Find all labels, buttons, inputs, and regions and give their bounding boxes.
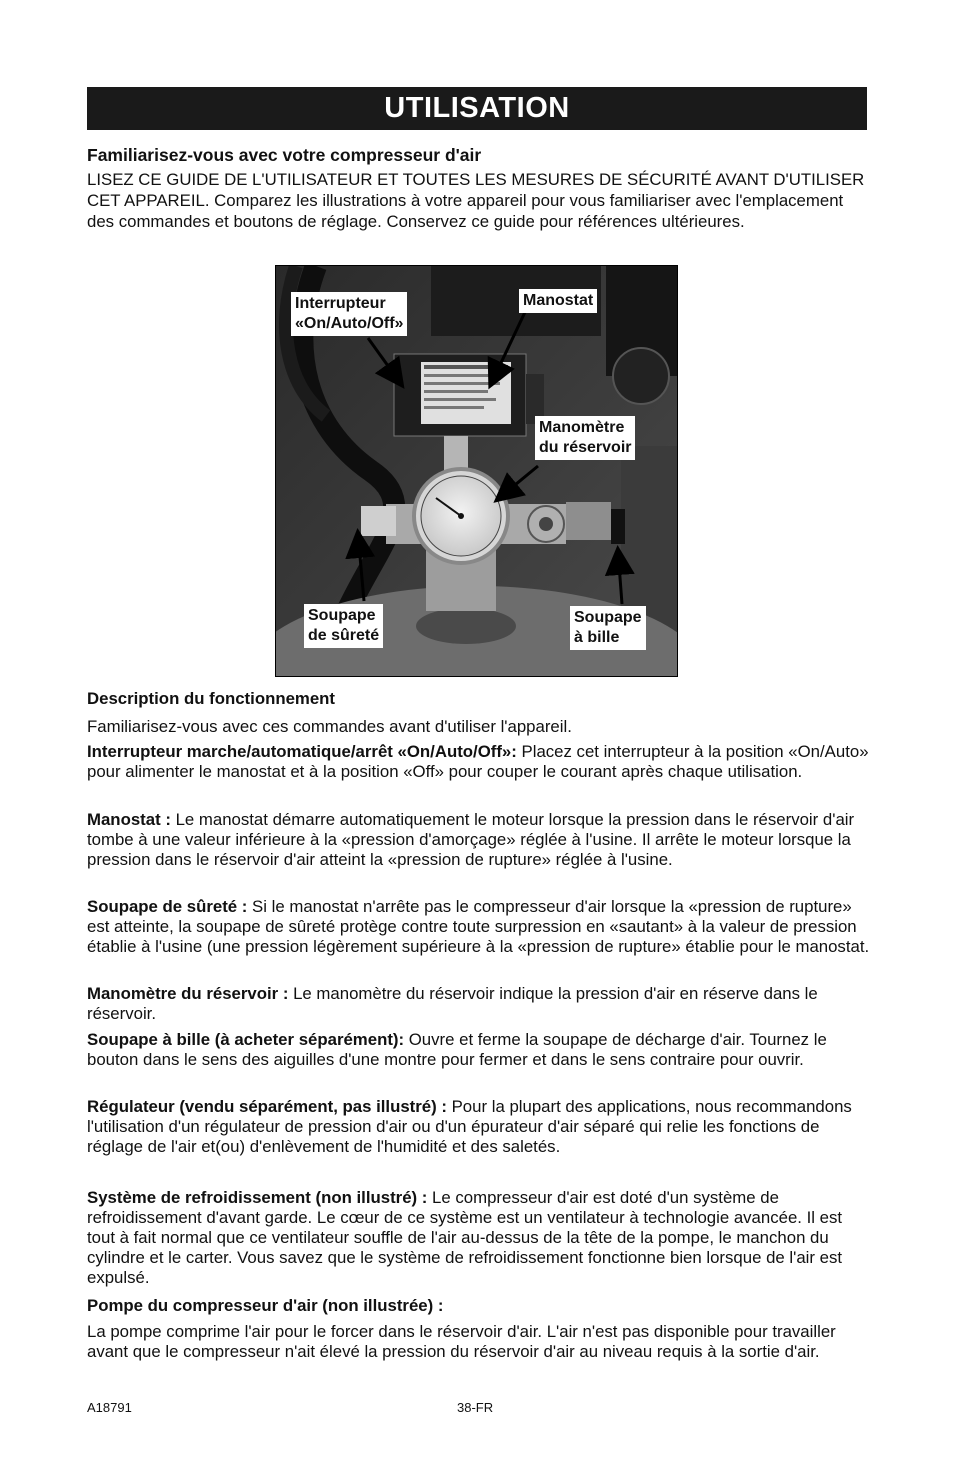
compressor-photo (275, 265, 678, 677)
section-banner: UTILISATION (87, 87, 867, 130)
item-cooling (87, 1188, 872, 1288)
item-ball-valve (87, 1030, 872, 1070)
item-pump-term: Pompe du compresseur d'air (non illustrée) : (87, 1296, 444, 1315)
item-pump (87, 1296, 872, 1316)
item-switch-term: Interrupteur marche/automatique/arrêt «On/Auto/Off»: (87, 742, 517, 761)
item-switch (87, 742, 872, 782)
page-number: 38-FR (457, 1400, 494, 1415)
label-gauge-line1: Manomètre (539, 419, 625, 436)
item-regulator (87, 1097, 872, 1157)
description-intro: Familiarisez-vous avec ces commandes avant d'utiliser l'appareil. (87, 717, 572, 736)
item-safety-valve (87, 897, 872, 957)
label-ball-line2: à bille (574, 629, 620, 646)
item-regulator-term: Régulateur (vendu séparément, pas illustré) : (87, 1097, 447, 1116)
item-safety-term: Soupape de sûreté : (87, 897, 248, 916)
label-gauge-line2: du réservoir (539, 439, 632, 456)
label-safety-valve (304, 604, 383, 648)
label-switch-line2: «On/Auto/Off» (295, 315, 404, 332)
label-ball-line1: Soupape (574, 609, 642, 626)
label-ball-valve (570, 606, 646, 650)
item-ball-term: Soupape à bille (à acheter séparément): (87, 1030, 405, 1049)
label-switch-line1: Interrupteur (295, 295, 386, 312)
label-safety-line1: Soupape (308, 607, 376, 624)
item-gauge-term: Manomètre du réservoir : (87, 984, 289, 1003)
item-gauge-text: Le manomètre du réservoir indique la pression d'air en réserve dans le réservoir. (87, 984, 818, 1023)
item-cooling-term: Système de refroidissement (non illustré) : (87, 1188, 428, 1207)
label-manostat-text: Manostat (523, 292, 594, 309)
item-manostat (87, 810, 872, 870)
label-gauge (535, 416, 635, 460)
item-cooling-text: Le compresseur d'air est doté d'un système de refroidissement d'avant garde. Le cœur de ce système est un ventilateur à technologie avancée. Il est tout à fait normal que ce ventilateur souffle de l'air au-dessus de la tête de la pompe, le manchon du cylindre et le carter. Vous savez que le système de refroidissement fonctionne bien lorsque de l'air est expulsé. (87, 1188, 843, 1287)
description-title: Description du fonctionnement (87, 689, 335, 708)
item-ball-text: Ouvre et ferme la soupape de décharge d'air. Tournez le bouton dans le sens des aiguilles d'une montre pour fermer et dans le sens contraire pour ouvrir. (87, 1030, 827, 1069)
item-manostat-text: Le manostat démarre automatiquement le moteur lorsque la pression dans le réservoir d'air tombe à une valeur inférieure à la «pression d'amorçage» réglée à l'usine. Il arrête le moteur lorsque la pression dans le réservoir d'air atteint la «pression de rupture» réglée à l'usine. (87, 810, 855, 869)
item-pump-body: La pompe comprime l'air pour le forcer dans le réservoir d'air. L'air n'est pas disponible pour travailler avant que le compresseur n'ait élevé la pression du réservoir d'air au niveau requis à la sortie d'air. (87, 1322, 836, 1361)
label-manostat (519, 289, 597, 313)
intro-body: LISEZ CE GUIDE DE L'UTILISATEUR ET TOUTES LES MESURES DE SÉCURITÉ AVANT D'UTILISER CET APPAREIL. Comparez les illustrations à votre appareil pour vous familiariser avec l'emplacement des commandes et boutons de réglage. Conservez ce guide pour références ultérieures. (87, 170, 865, 231)
item-manostat-term: Manostat : (87, 810, 171, 829)
document-code: A18791 (87, 1400, 132, 1415)
item-regulator-text: Pour la plupart des applications, nous recommandons l'utilisation d'un régulateur de pression d'air ou d'un épurateur d'air séparé qui relie les fonctions de réglage de l'air et(ou) d'enlèvement de l'humidité et des saletés. (87, 1097, 852, 1156)
intro-title: Familiarisez-vous avec votre compresseur d'air (87, 145, 482, 165)
item-safety-text: Si le manostat n'arrête pas le compresseur d'air lorsque la «pression de rupture» est atteinte, la soupape de sûreté protège contre toute surpression en «sautant» à la valeur de pression établie à l'usine (une pression légèrement supérieure à la «pression de rupture» établie pour le manostat. (87, 897, 870, 956)
label-switch (291, 292, 407, 336)
item-switch-text: Placez cet interrupteur à la position «On/Auto» pour alimenter le manostat et à la position «Off» pour couper le courant après chaque utilisation. (87, 742, 869, 781)
item-gauge (87, 984, 872, 1024)
label-safety-line2: de sûreté (308, 627, 380, 644)
